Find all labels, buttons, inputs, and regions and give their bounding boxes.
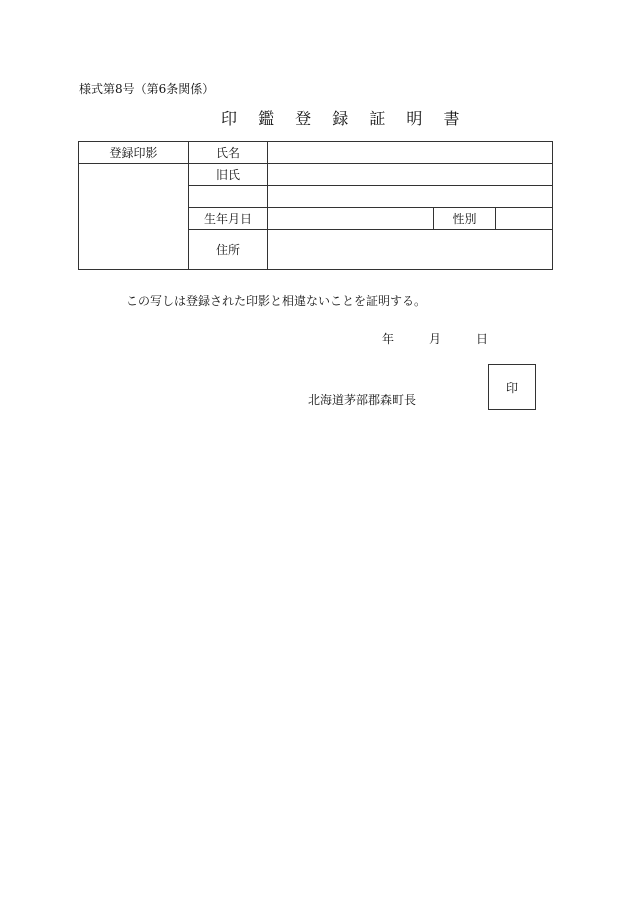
form-number: 様式第8号（第6条関係） (79, 82, 215, 96)
seal-header-cell: 登録印影 (79, 142, 189, 164)
date-year-label: 年 (382, 332, 395, 346)
name-value-cell (268, 142, 553, 164)
address-value-cell (268, 230, 553, 270)
former-name-value-cell (268, 164, 553, 186)
seal-mark: 印 (505, 380, 518, 395)
address-label-cell: 住所 (189, 230, 268, 270)
former-name-row (79, 164, 553, 186)
gender-value-cell (496, 208, 553, 230)
blank-value-cell (268, 186, 553, 208)
date-month-label: 月 (429, 332, 442, 346)
date-day-label: 日 (476, 332, 489, 346)
certification-statement: この写しは登録された印影と相違ないことを証明する。 (126, 294, 427, 308)
header-row (79, 142, 553, 164)
gender-label-cell: 性別 (434, 208, 496, 230)
seal-impression-cell (79, 164, 189, 270)
blank-label-cell (189, 186, 268, 208)
official-seal-box (488, 364, 536, 410)
birthdate-label-cell: 生年月日 (189, 208, 268, 230)
registration-table (78, 141, 553, 270)
name-label-cell: 氏名 (189, 142, 268, 164)
issuer-name: 北海道茅部郡森町長 (308, 393, 417, 407)
birthdate-value-cell (268, 208, 434, 230)
document-title: 印 鑑 登 録 証 明 書 (221, 109, 468, 128)
former-name-label-cell: 旧氏 (189, 164, 268, 186)
